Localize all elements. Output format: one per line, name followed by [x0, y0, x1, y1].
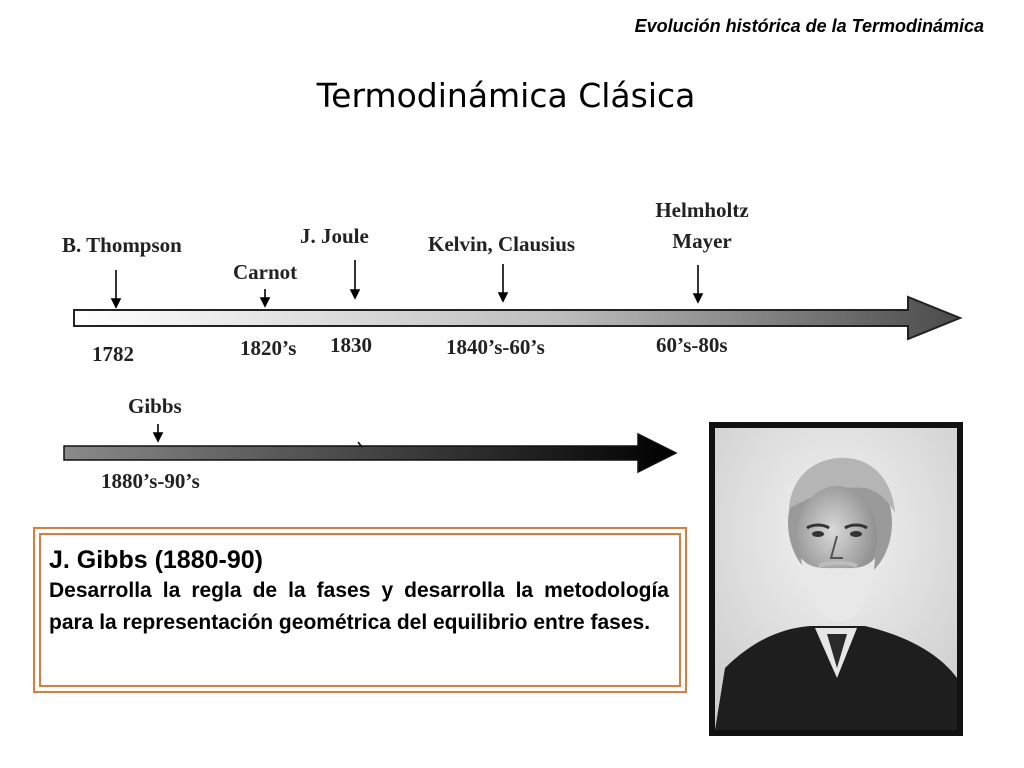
pointer-helmholtz-head	[694, 294, 702, 302]
event-name-mayer: Mayer	[672, 229, 732, 253]
pointer-carnot-head	[261, 298, 269, 306]
event-name-joule: J. Joule	[300, 224, 369, 248]
pointer-thompson-head	[112, 299, 120, 307]
event-name-kelvin-clausius: Kelvin, Clausius	[428, 232, 576, 256]
info-box	[33, 527, 687, 693]
timeline-arrow-1	[74, 297, 960, 339]
gibbs-portrait	[709, 422, 963, 736]
slide-title: Termodinámica Clásica	[316, 76, 696, 115]
event-date-carnot: 1820’s	[240, 336, 297, 360]
event-name-gibbs: Gibbs	[128, 394, 182, 418]
pointer-gibbs-head	[154, 433, 162, 441]
header-title: Evolución histórica de la Termodinámica	[634, 16, 984, 36]
event-date-joule: 1830	[330, 333, 372, 357]
pointer-kelvin-head	[499, 293, 507, 301]
info-text: Desarrolla la regla de la fases y desarrolla la metodología para la representación geométrica del equilibrio entre fases.	[49, 579, 669, 634]
event-date-helmholtz-mayer: 60’s-80s	[656, 333, 728, 357]
info-box-inner	[39, 533, 681, 687]
event-name-helmholtz: Helmholtz	[655, 198, 749, 222]
event-date-gibbs: 1880’s-90’s	[101, 469, 200, 493]
timeline-arrow-2	[64, 434, 676, 472]
info-heading: J. Gibbs (1880-90)	[49, 546, 263, 574]
event-date-thompson: 1782	[92, 342, 134, 366]
event-date-kelvin-clausius: 1840’s-60’s	[446, 335, 545, 359]
event-name-carnot: Carnot	[233, 260, 298, 284]
pointer-joule-head	[351, 290, 359, 298]
gibbs-portrait-image	[715, 428, 957, 730]
event-name-thompson: B. Thompson	[62, 233, 182, 257]
event-name-helmholtz-mayer	[642, 195, 762, 257]
